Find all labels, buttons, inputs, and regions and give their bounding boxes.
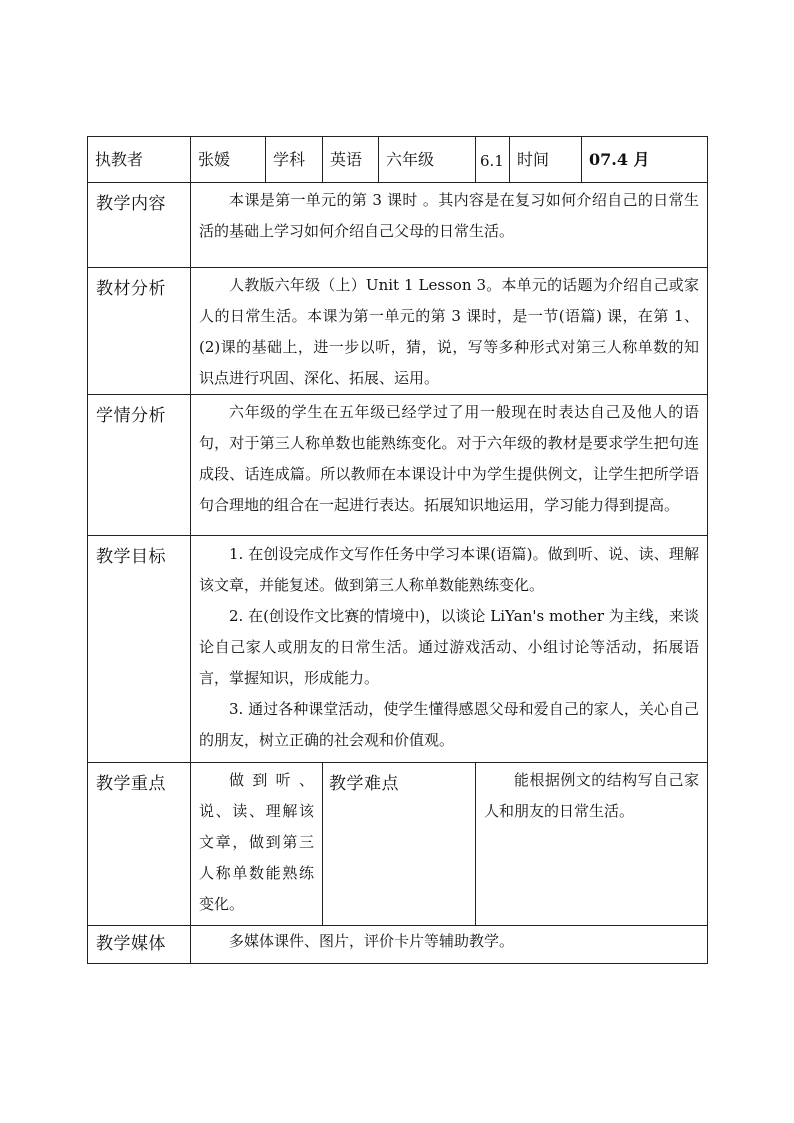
goal-item: 3. 通过各种课堂活动，使学生懂得感恩父母和爱自己的家人，关心自己的朋友，树立正确的社会观和价值观。 (199, 700, 699, 749)
media-row (88, 926, 708, 964)
analysis-text: 人教版六年级（上）Unit 1 Lesson 3。本单元的话题为介绍自己或家人的日常生活。本课为第一单元的第 3 课时，是一节(语篇) 课，在第 1、(2)课的基础上，进一步以听，猜，说，写等多种形式对第三人称单数的知识点进行巩固、深化、拓展、运用。 (199, 276, 699, 387)
key-points-cell (191, 763, 323, 926)
content-text: 本课是第一单元的第 3 课时 。其内容是在复习如何介绍自己的日常生活的基础上学习如何介绍自己父母的日常生活。 (199, 191, 699, 240)
goal-item: 2. 在(创设作文比赛的情境中)，以谈论 LiYan's mother 为主线，来谈论自己家人或朋友的日常生活。通过游戏活动、小组讨论等活动，拓展语言，掌握知识，形成能力。 (199, 607, 699, 687)
teacher-label-cell (88, 137, 191, 183)
content-label: 教学内容 (88, 183, 191, 268)
time-label: 时间 (517, 149, 550, 169)
analysis-label: 教材分析 (88, 268, 191, 395)
content-row (88, 183, 708, 268)
students-cell (191, 395, 708, 536)
grade-value: 六年级 (386, 149, 435, 169)
media-cell (191, 926, 708, 964)
difficulty-label: 教学难点 (323, 763, 476, 926)
media-label: 教学媒体 (88, 926, 191, 964)
teacher-label: 执教者 (95, 149, 144, 169)
time-label-cell (510, 137, 582, 183)
teacher-name-cell (191, 137, 266, 183)
goals-label: 教学目标 (88, 536, 191, 763)
goals-cell (191, 536, 708, 763)
grade-number: 6.1 (476, 137, 510, 183)
goals-row (88, 536, 708, 763)
time-value: 07.4 月 (589, 149, 650, 169)
students-label: 学情分析 (88, 395, 191, 536)
subject-value-cell (323, 137, 379, 183)
difficulty-cell (476, 763, 708, 926)
time-value-cell (582, 137, 708, 183)
header-row (88, 137, 708, 183)
subject-value: 英语 (330, 149, 363, 169)
students-row (88, 395, 708, 536)
students-text: 六年级的学生在五年级已经学过了用一般现在时表达自己及他人的语句，对于第三人称单数也能熟练变化。对于六年级的教材是要求学生把句连成段、话连成篇。所以教师在本课设计中为学生提供例文，让学生把所学语句合理地的组合在一起进行表达。拓展知识地运用，学习能力得到提高。 (199, 403, 699, 514)
goal-item: 1. 在创设完成作文写作任务中学习本课(语篇)。做到听、说、读、理解该文章，并能复述。做到第三人称单数能熟练变化。 (199, 545, 699, 594)
media-text: 多媒体课件、图片，评价卡片等辅助教学。 (229, 932, 515, 950)
teacher-name: 张媛 (198, 149, 231, 169)
analysis-cell (191, 268, 708, 395)
difficulty-text: 能根据例文的结构写自己家人和朋友的日常生活。 (484, 771, 699, 820)
key-points-label: 教学重点 (88, 763, 191, 926)
key-points-row (88, 763, 708, 926)
key-points-text: 做到听、说、读、理解该文章，做到第三人称单数能熟练变化。 (199, 771, 314, 913)
content-cell (191, 183, 708, 268)
grade-value-cell (379, 137, 476, 183)
subject-label-cell (266, 137, 323, 183)
analysis-row (88, 268, 708, 395)
lesson-plan-table (87, 136, 708, 964)
subject-label: 学科 (273, 149, 306, 169)
